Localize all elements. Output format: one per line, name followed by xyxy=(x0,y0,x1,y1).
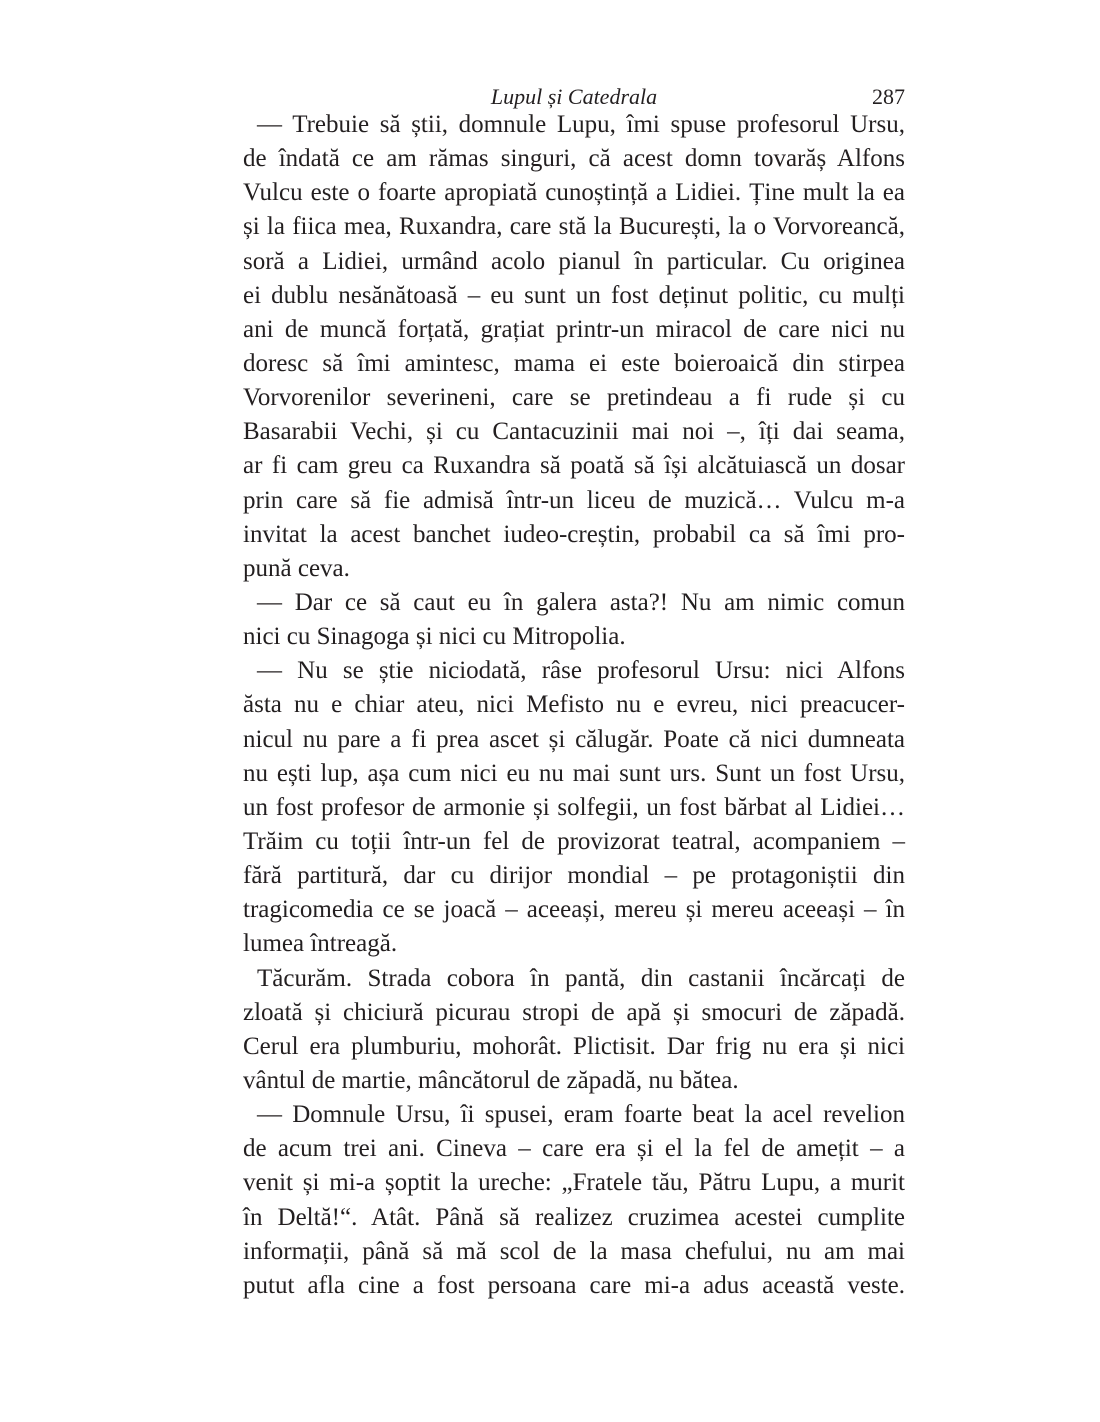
paragraph xyxy=(243,1098,905,1303)
running-title: Lupul și Catedrala xyxy=(490,84,658,109)
text-line: un fost profesor de armonie și solfegii, un fost bărbat al Lidiei… xyxy=(243,793,905,821)
text-line: ar fi cam greu ca Ruxandra să poată să își alcătuiască un dosar xyxy=(243,452,905,480)
text-line: de acum trei ani. Cineva – care era și el la fel de amețit – a xyxy=(243,1135,905,1163)
text-line: nicul nu pare a fi prea ascet și călugăr. Poate că nici dumneata xyxy=(243,725,905,753)
text-line: putut afla cine a fost persoana care mi-a adus această veste. xyxy=(243,1271,905,1299)
text-line: ei dublu nesănătoasă – eu sunt un fost deținut politic, cu mulți xyxy=(243,281,905,309)
text-line: în Deltă!“. Atât. Până să realizez cruzimea acestei cumplite xyxy=(243,1203,905,1231)
text-line: ăsta nu e chiar ateu, nici Mefisto nu e evreu, nici preacucer- xyxy=(243,691,905,719)
text-line: soră a Lidiei, urmând acolo pianul în particular. Cu originea xyxy=(243,247,905,275)
text-line: pună ceva. xyxy=(243,554,350,582)
text-line: venit și mi-a șoptit la ureche: „Fratele tău, Pătru Lupu, a murit xyxy=(243,1169,905,1197)
text-line: tragicomedia ce se joacă – aceeași, mereu și mereu aceeași – în xyxy=(243,896,905,924)
text-line: nici cu Sinagoga și nici cu Mitropolia. xyxy=(243,623,626,651)
text-line: Trăim cu toții într-un fel de provizorat teatral, acompaniem – xyxy=(243,827,905,855)
page-body xyxy=(243,108,905,1303)
text-line: — Domnule Ursu, îi spusei, eram foarte beat la acel revelion xyxy=(257,1101,905,1129)
paragraph xyxy=(243,654,905,961)
text-line: — Nu se știe niciodată, râse profesorul Ursu: nici Alfons xyxy=(257,657,905,685)
text-line: de îndată ce am rămas singuri, că acest domn tovarăș Alfons xyxy=(243,145,905,173)
text-line: Vorvorenilor severineni, care se pretindeau a fi rude și cu xyxy=(243,384,905,412)
text-line: vântul de martie, mâncătorul de zăpadă, nu bătea. xyxy=(243,1066,739,1094)
text-line: Vulcu este o foarte apropiată cunoștință a Lidiei. Ține mult la ea xyxy=(243,179,905,207)
text-line: lumea întreagă. xyxy=(243,930,398,958)
text-line: doresc să îmi amintesc, mama ei este boieroaică din stirpea xyxy=(243,349,905,377)
paragraph xyxy=(243,108,905,586)
text-line: invitat la acest banchet iudeo-creștin, probabil ca să îmi pro- xyxy=(243,520,905,548)
paragraph xyxy=(243,962,905,1099)
page-number: 287 xyxy=(872,84,905,109)
text-line: — Trebuie să știi, domnule Lupu, îmi spuse profesorul Ursu, xyxy=(257,111,905,138)
text-line: Cerul era plumburiu, mohorât. Plictisit. Dar frig nu era și nici xyxy=(243,1032,905,1060)
text-line: — Dar ce să caut eu în galera asta?! Nu am nimic comun xyxy=(257,588,905,616)
text-line: Basarabii Vechi, și cu Cantacuzinii mai noi –, îți dai seama, xyxy=(243,418,905,446)
text-line: zloată și chiciură picurau stropi de apă și smocuri de zăpadă. xyxy=(243,998,905,1026)
paragraph xyxy=(243,586,905,654)
text-line: nu ești lup, așa cum nici eu nu mai sunt urs. Sunt un fost Ursu, xyxy=(243,759,905,787)
text-line: și la fiica mea, Ruxandra, care stă la București, la o Vorvoreancă, xyxy=(243,213,905,241)
text-line: Tăcurăm. Strada cobora în pantă, din castanii încărcați de xyxy=(257,964,905,992)
text-line: prin care să fie admisă într-un liceu de muzică… Vulcu m-a xyxy=(243,486,905,514)
text-line: fără partitură, dar cu dirijor mondial – pe protagoniștii din xyxy=(243,862,905,890)
text-line: informații, până să mă scol de la masa chefului, nu am mai xyxy=(243,1237,905,1265)
text-line: ani de muncă forțată, grațiat printr-un miracol de care nici nu xyxy=(243,315,905,343)
